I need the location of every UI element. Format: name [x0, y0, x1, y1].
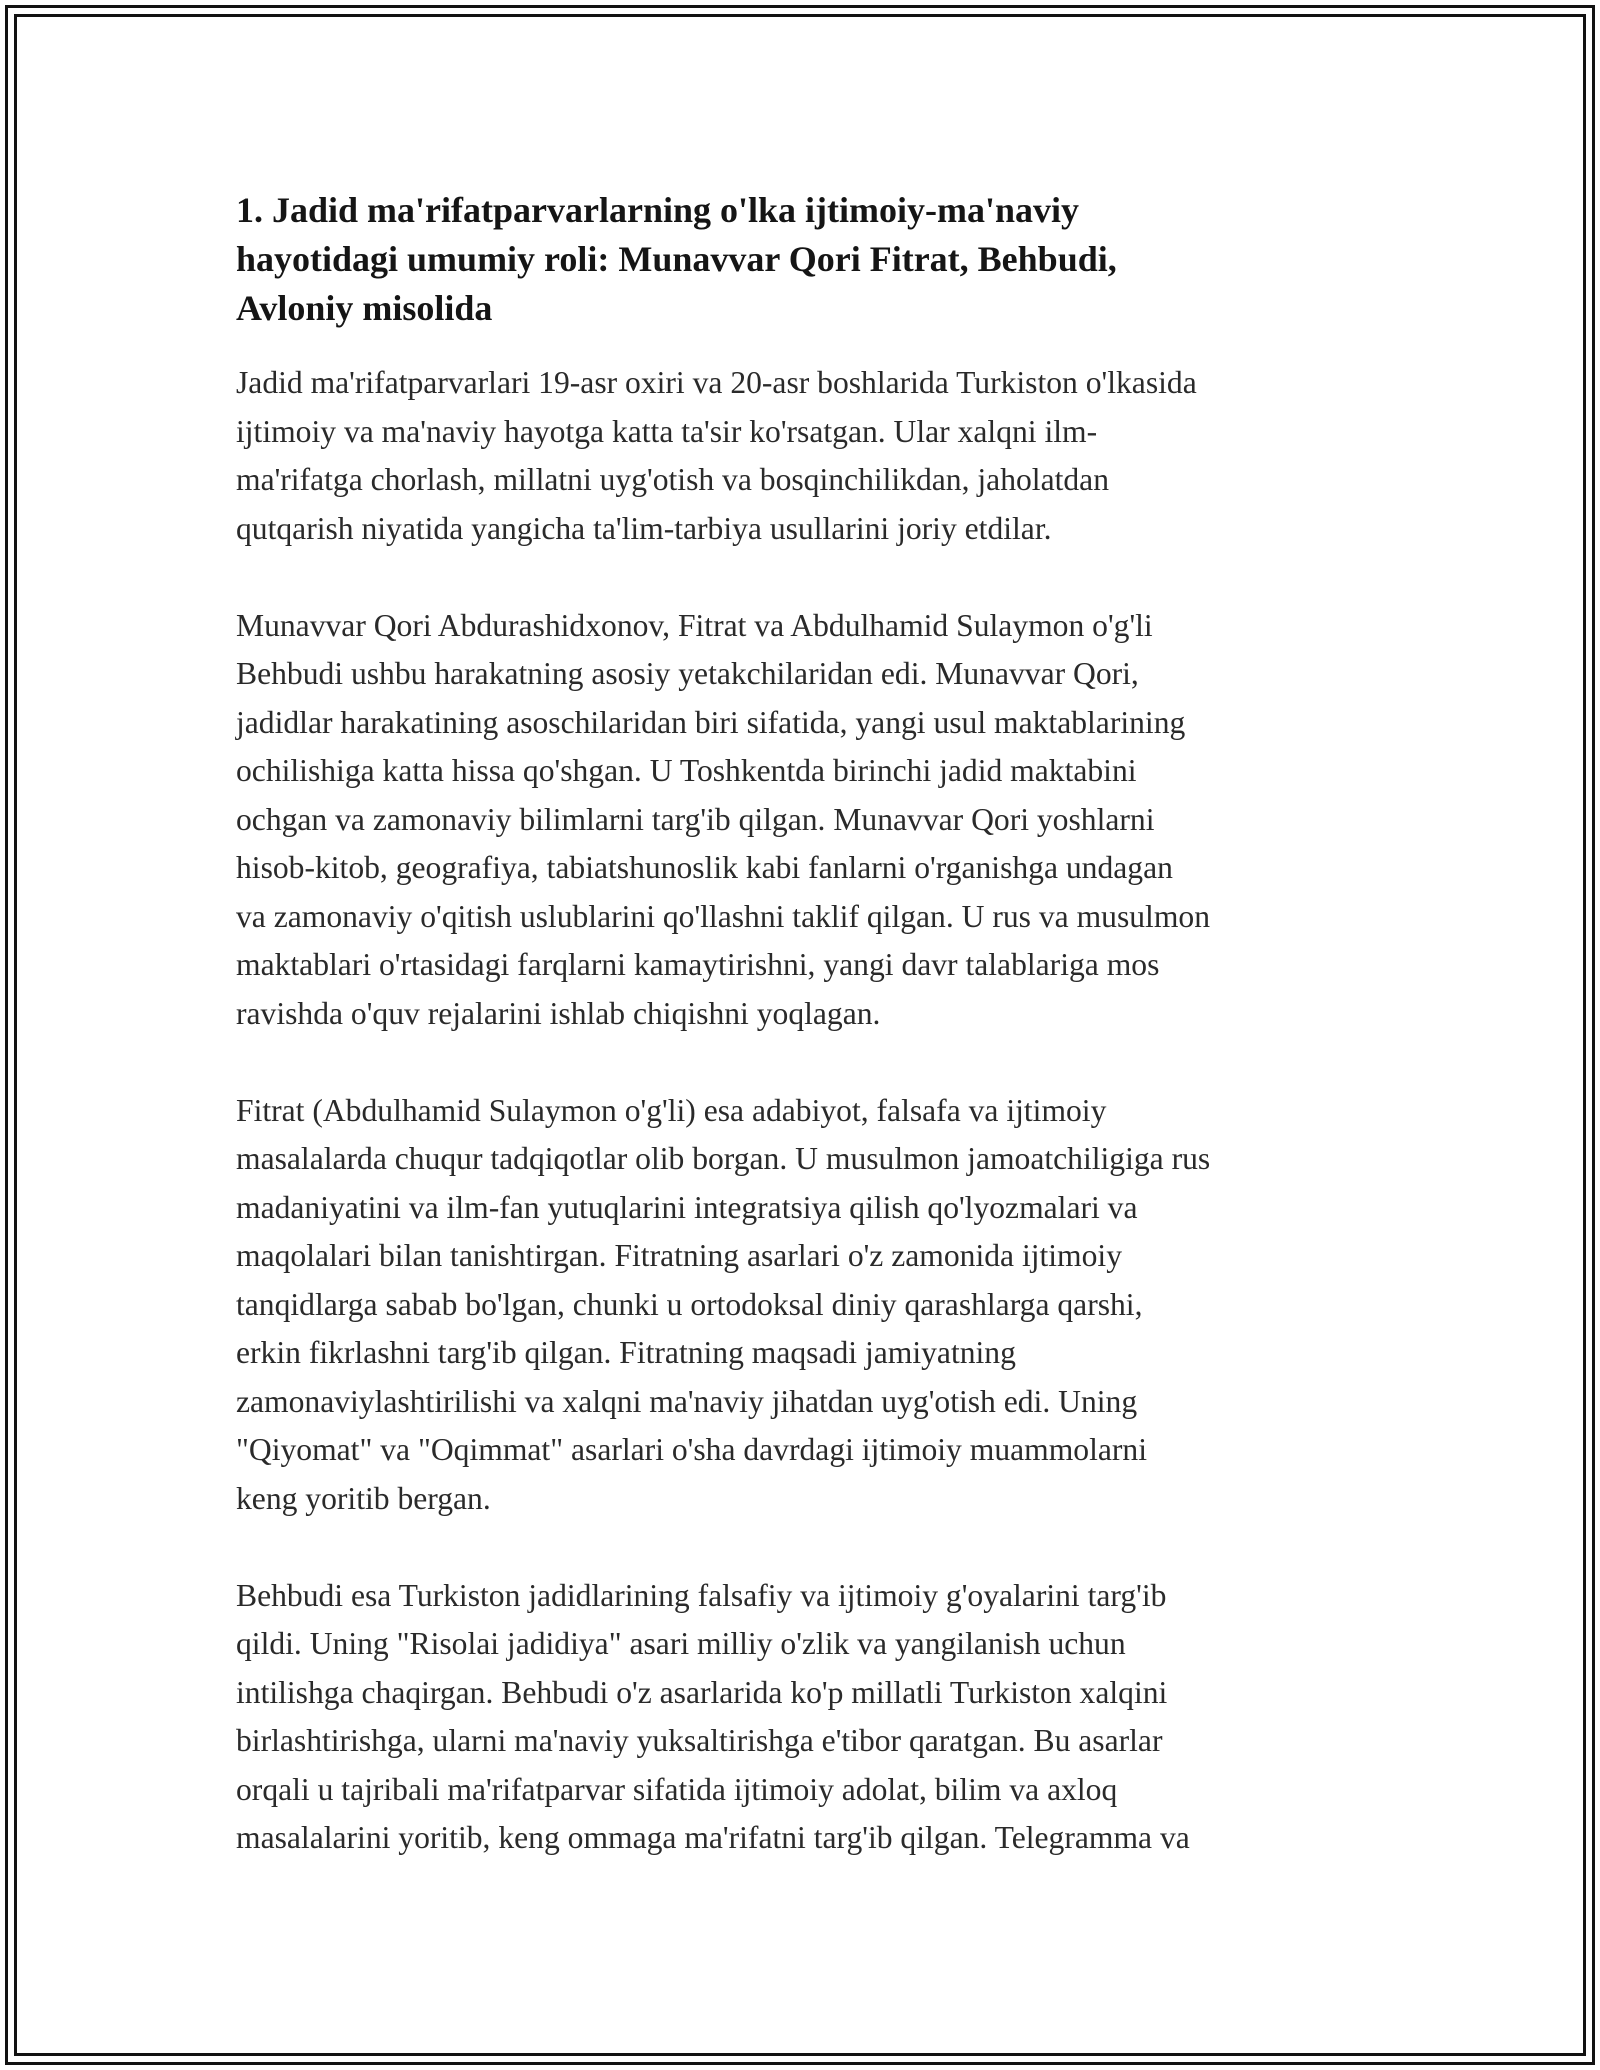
text-line: birlashtirishga, ularni ma'naviy yuksaltirishga e'tibor qaratgan. Bu asarlar	[236, 1723, 1163, 1758]
text-line: orqali u tajribali ma'rifatparvar sifatida ijtimoiy adolat, bilim va axloq	[236, 1771, 1118, 1807]
text-line: maqolalari bilan tanishtirgan. Fitratning asarlari o'z zamonida ijtimoiy	[236, 1238, 1122, 1273]
text-line: qildi. Uning "Risolai jadidiya" asari milliy o'zlik va yangilanish uchun	[236, 1626, 1126, 1661]
text-line: maktablari o'rtasidagi farqlarni kamaytirishni, yangi davr talablariga mos	[236, 947, 1160, 982]
text-line: hisob-kitob, geografiya, tabiatshunoslik kabi fanlarni o'rganishga undagan	[236, 850, 1173, 885]
paragraph-fitrat	[236, 1087, 1386, 1524]
text-line: Behbudi esa Turkiston jadidlarining falsafiy va ijtimoiy g'oyalarini targ'ib	[236, 1577, 1167, 1613]
text-line: Fitrat (Abdulhamid Sulaymon o'g'li) esa adabiyot, falsafa va ijtimoiy	[236, 1092, 1107, 1128]
text-line: va zamonaviy o'qitish uslublarini qo'llashni taklif qilgan. U rus va musulmon	[236, 898, 1210, 934]
text-line: Munavvar Qori Abdurashidxonov, Fitrat va Abdulhamid Sulaymon o'g'li	[236, 607, 1153, 643]
text-line: jadidlar harakatining asoschilaridan biri sifatida, yangi usul maktablarining	[236, 704, 1186, 740]
text-line: masalalarini yoritib, keng ommaga ma'rifatni targ'ib qilgan. Telegramma va	[236, 1820, 1190, 1855]
text-line: erkin fikrlashni targ'ib qilgan. Fitratning maqsadi jamiyatning	[236, 1335, 1016, 1370]
text-line: madaniyatini va ilm-fan yutuqlarini integratsiya qilish qo'lyozmalari va	[236, 1189, 1138, 1225]
text-line: tanqidlarga sabab bo'lgan, chunki u ortodoksal diniy qarashlarga qarshi,	[236, 1286, 1143, 1322]
heading-line: 1. Jadid ma'rifatparvarlarning o'lka ijtimoiy-ma'naviy	[236, 190, 1079, 230]
heading-line: hayotidagi umumiy roli: Munavvar Qori Fitrat, Behbudi,	[236, 239, 1117, 279]
text-line: ma'rifatga chorlash, millatni uyg'otish va bosqinchilikdan, jaholatdan	[236, 462, 1109, 497]
text-line: Jadid ma'rifatparvarlari 19-asr oxiri va 20-asr boshlarida Turkiston o'lkasida	[236, 365, 1197, 400]
paragraph-intro	[236, 359, 1386, 553]
text-line: intilishga chaqirgan. Behbudi o'z asarlarida ko'p millatli Turkiston xalqini	[236, 1674, 1168, 1710]
paragraph-behbudi	[236, 1572, 1386, 1863]
paragraph-munavvar-qori	[236, 602, 1386, 1039]
text-line: ravishda o'quv rejalarini ishlab chiqishni yoqlagan.	[236, 995, 881, 1031]
text-line: ijtimoiy va ma'naviy hayotga katta ta'sir ko'rsatgan. Ular xalqni ilm-	[236, 413, 1098, 449]
text-line: keng yoritib bergan.	[236, 1480, 491, 1516]
text-line: qutqarish niyatida yangicha ta'lim-tarbiya usullarini joriy etdilar.	[236, 510, 1052, 546]
text-line: Behbudi ushbu harakatning asosiy yetakchilaridan edi. Munavvar Qori,	[236, 656, 1139, 691]
text-line: "Qiyomat" va "Oqimmat" asarlari o'sha davrdagi ijtimoiy muammolarni	[236, 1432, 1147, 1467]
text-line: ochgan va zamonaviy bilimlarni targ'ib qilgan. Munavvar Qori yoshlarni	[236, 801, 1155, 837]
text-line: zamonaviylashtirilishi va xalqni ma'naviy jihatdan uyg'otish edi. Uning	[236, 1383, 1138, 1419]
text-line: masalalarda chuqur tadqiqotlar olib borgan. U musulmon jamoatchiligiga rus	[236, 1141, 1211, 1176]
heading-line: Avloniy misolida	[236, 288, 493, 328]
document-body	[236, 186, 1386, 1911]
text-line: ochilishiga katta hissa qo'shgan. U Toshkentda birinchi jadid maktabini	[236, 753, 1137, 788]
section-heading	[236, 186, 1386, 333]
